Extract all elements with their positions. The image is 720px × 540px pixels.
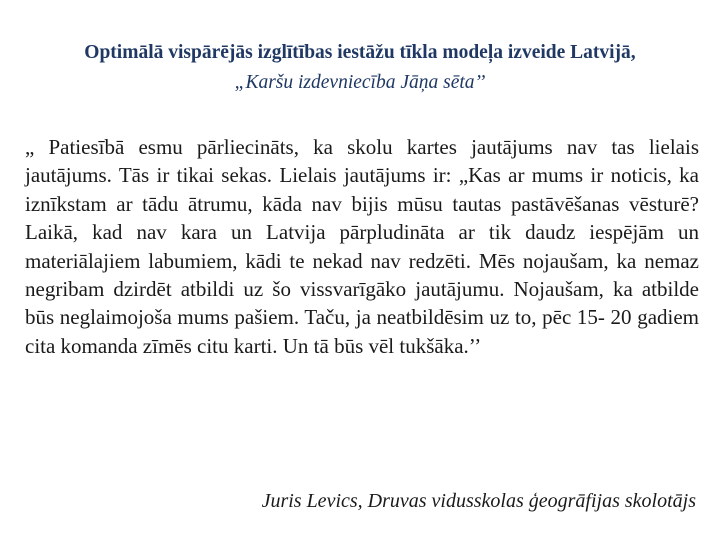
document-title: Optimālā vispārējās izglītības iestāžu tīkla modeļa izveide Latvijā, bbox=[84, 42, 636, 63]
quote-text: „ Patiesībā esmu pārliecināts, ka skolu kartes jautājums nav tas lielais jautājums. Tās ir tikai sekas. Lielais jautājums ir: „Kas ar mums ir noticis, ka iznīkstam ar tādu ātrumu, kāda nav bijis mūsu tautas pastāvēšanas vēsturē? Laikā, kad nav kara un Latvija pārpludināta ar tik daudz iespējām un materiālajiem labumiem, kādi te nekad nav redzēti. Mēs nojaušam, ka nemaz negribam dzirdēt atbildi uz šo vissvarīgāko jautājumu. Nojaušam, ka atbilde būs neglaimojoša mums pašiem. Taču, ja neatbildēsim uz to, pēc 15- 20 gadiem cita komanda zīmēs citu karti. Un tā būs vēl tukšāka.’’ bbox=[25, 135, 699, 358]
document-subtitle: „Karšu izdevniecība Jāņa sēta’’ bbox=[234, 72, 486, 93]
quote-author: Juris Levics, Druvas vidusskolas ģeogrāfijas skolotājs bbox=[261, 490, 696, 512]
